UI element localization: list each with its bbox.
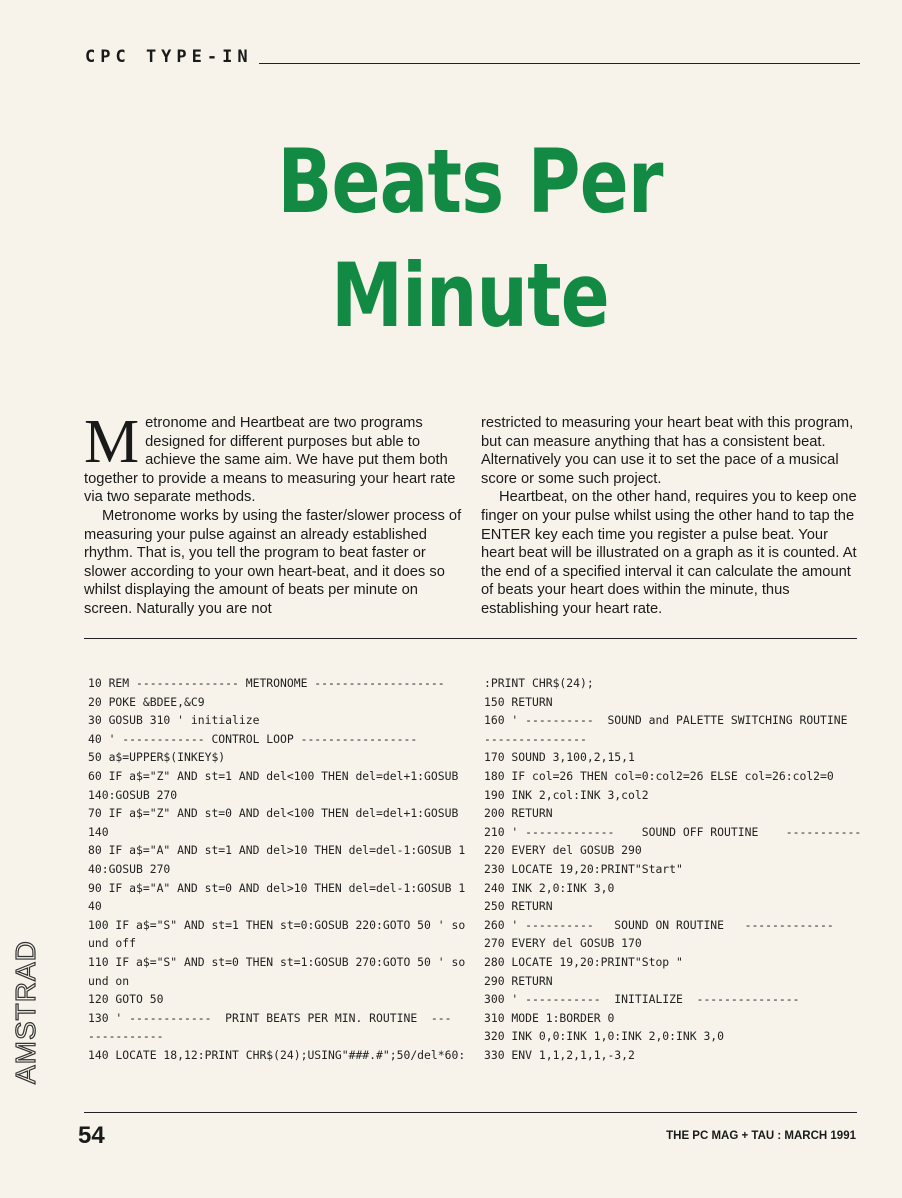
intro-paragraph: Heartbeat, on the other hand, requires you to keep one finger on your pulse whilst using the other hand to tap the ENTER key each time you register a pulse beat. Your heart beat will be illustrated on a graph as it is counted. At the end of a specified interval it can calculate the amount of beats your heart does within the minute, thus establishing your heart rate. — [481, 489, 857, 617]
code-line: ----------- — [88, 1029, 164, 1044]
intro-paragraph — [84, 408, 462, 507]
code-line: 200 RETURN — [484, 806, 553, 821]
code-line: 40 ' ------------ CONTROL LOOP ----------------- — [88, 731, 418, 746]
code-line: 180 IF col=26 THEN col=0:col2=26 ELSE col=26:col2=0 — [484, 768, 834, 783]
header-rule — [259, 63, 860, 64]
intro-paragraph: Metronome works by using the faster/slower process of measuring your pulse against an already established rhythm. That is, you tell the program to beat faster or slower according to your own heart-beat, and it does so whilst displaying the amount of beats per minute on screen. Naturally you are not — [84, 507, 462, 617]
code-listing-right — [484, 674, 861, 1064]
code-line: 70 IF a$="Z" AND st=0 AND del<100 THEN del=del+1:GOSUB — [88, 806, 459, 821]
intro-column-right — [481, 414, 859, 619]
code-line: 210 ' ------------- SOUND OFF ROUTINE ----------- — [484, 824, 862, 839]
paragraph-text: etronome and Heartbeat are two programs designed for different purposes but able to achieve the same aim. We have put them both together to provide a means to measuring your heart rate via two separate methods. — [84, 415, 456, 506]
code-line: --------------- — [484, 731, 587, 746]
code-line: 240 INK 2,0:INK 3,0 — [484, 880, 615, 895]
code-line: 30 GOSUB 310 ' initialize — [88, 713, 260, 728]
code-line: 50 a$=UPPER$(INKEY$) — [88, 750, 226, 765]
intro-column-left — [84, 408, 462, 619]
code-line: 290 RETURN — [484, 973, 553, 988]
code-line: 120 GOTO 50 — [88, 992, 164, 1007]
section-label: CPC TYPE-IN — [85, 47, 253, 67]
code-line: 220 EVERY del GOSUB 290 — [484, 843, 642, 858]
section-divider — [84, 638, 857, 639]
drop-cap: M — [84, 408, 140, 476]
section-header — [85, 38, 860, 66]
code-line: und on — [88, 973, 130, 988]
code-line: :PRINT CHR$(24); — [484, 676, 594, 690]
code-line: 100 IF a$="S" AND st=1 THEN st=0:GOSUB 220:GOTO 50 ' so — [88, 917, 466, 932]
code-line: 150 RETURN — [484, 694, 553, 709]
page-number: 54 — [78, 1122, 105, 1149]
code-line: 110 IF a$="S" AND st=0 THEN st=1:GOSUB 270:GOTO 50 ' so — [88, 954, 466, 969]
code-line: 300 ' ----------- INITIALIZE --------------- — [484, 992, 800, 1007]
code-line: 40 — [88, 899, 102, 914]
code-line: 310 MODE 1:BORDER 0 — [484, 1010, 615, 1025]
code-line: 130 ' ------------ PRINT BEATS PER MIN. ROUTINE --- — [88, 1010, 452, 1025]
code-line: 140 LOCATE 18,12:PRINT CHR$(24);USING"###.#";50/del*60: — [88, 1047, 466, 1062]
code-line: 60 IF a$="Z" AND st=1 AND del<100 THEN del=del+1:GOSUB — [88, 768, 459, 783]
code-line: 270 EVERY del GOSUB 170 — [484, 936, 642, 951]
article-title-line-1: Beats Per — [277, 130, 663, 233]
amstrad-vertical-text: AMSTRAD — [10, 940, 41, 1084]
code-line: 90 IF a$="A" AND st=0 AND del>10 THEN del=del-1:GOSUB 1 — [88, 880, 466, 895]
intro-paragraph: restricted to measuring your heart beat with this program, but can measure anything that has a consistent beat. Alternatively you can use it to set the pace of a musical score or some such project. — [481, 415, 854, 487]
magazine-sidebar-label — [4, 934, 48, 1084]
code-line: 190 INK 2,col:INK 3,col2 — [484, 787, 649, 802]
code-line: 230 LOCATE 19,20:PRINT"Start" — [484, 861, 683, 876]
code-line: 140 — [88, 824, 109, 839]
code-line: 140:GOSUB 270 — [88, 787, 178, 802]
code-line: 170 SOUND 3,100,2,15,1 — [484, 750, 635, 765]
footer-rule — [84, 1112, 857, 1113]
code-line: 20 POKE &BDEE,&C9 — [88, 694, 205, 709]
publication-line: THE PC MAG + TAU : MARCH 1991 — [666, 1130, 856, 1142]
code-line: 320 INK 0,0:INK 1,0:INK 2,0:INK 3,0 — [484, 1029, 725, 1044]
code-line: 330 ENV 1,1,2,1,1,-3,2 — [484, 1047, 635, 1062]
code-line: 160 ' ---------- SOUND and PALETTE SWITCHING ROUTINE — [484, 713, 848, 728]
code-line: 10 REM --------------- METRONOME ------------------- — [88, 676, 445, 690]
code-line: 260 ' ---------- SOUND ON ROUTINE ------------- — [484, 917, 834, 932]
code-line: 280 LOCATE 19,20:PRINT"Stop " — [484, 954, 683, 969]
code-line: und off — [88, 936, 137, 951]
code-line: 40:GOSUB 270 — [88, 861, 171, 876]
code-line: 80 IF a$="A" AND st=1 AND del>10 THEN del=del-1:GOSUB 1 — [88, 843, 466, 858]
article-title-line-2: Minute — [331, 244, 609, 347]
code-listing-left — [88, 674, 465, 1064]
code-line: 250 RETURN — [484, 899, 553, 914]
